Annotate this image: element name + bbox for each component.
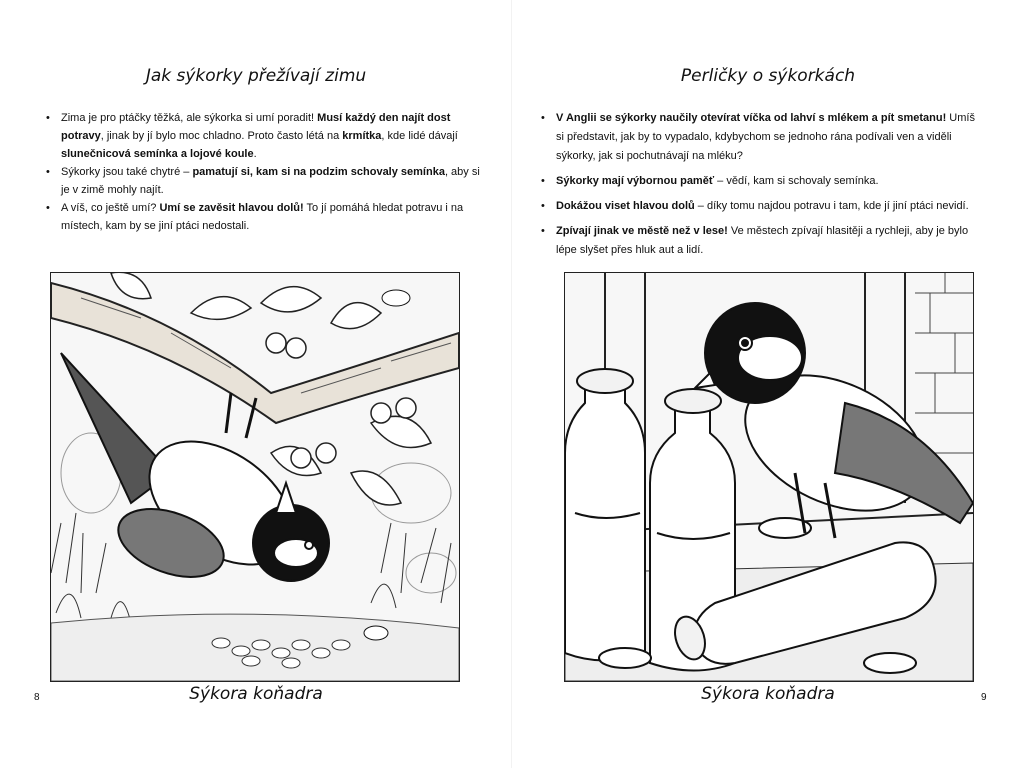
great-tit-milk-bottles-illustration	[564, 272, 974, 682]
bold-text: V Anglii se sýkorky naučily otevírat víčka od lahví s mlékem a pít smetanu!	[556, 112, 947, 124]
bullet-item	[539, 222, 983, 260]
bold-text: Zpívají jinak ve městě než v lese!	[556, 225, 728, 237]
bold-text: Sýkorky mají výbornou paměť	[556, 175, 715, 187]
text-run: Umíš si představit, jak by to vypadalo, kdybychom se jednoho rána podívali ven a viděli sýkorky, jak si pochutnávají na mléku?	[556, 112, 975, 162]
illustration-caption: Sýkora koňadra	[189, 684, 323, 704]
text-run: , jinak by jí bylo moc chladno. Proto často létá na	[100, 130, 343, 142]
bird-with-milk-bottles-icon	[565, 273, 973, 681]
text-run: , kde lidé dávají	[381, 130, 458, 142]
bird-on-branch-icon	[51, 273, 459, 681]
text-run: Sýkorky jsou také chytré –	[61, 166, 193, 178]
bullet-item	[44, 163, 484, 199]
bullet-item	[539, 172, 983, 191]
text-run: – díky tomu najdou potravu i tam, kde jí jiní ptáci nevidí.	[694, 200, 969, 212]
bullet-list	[44, 109, 484, 235]
text-run: Zima je pro ptáčky těžká, ale sýkorka si umí poradit!	[61, 112, 318, 124]
bullet-item	[44, 199, 484, 235]
bold-text: Dokážou viset hlavou dolů	[556, 200, 695, 212]
bullet-item	[44, 109, 484, 163]
text-run: To jí pomáhá hledat potravu i na místech, kam by se jiní ptáci nedostali.	[61, 202, 464, 232]
page-number: 9	[981, 692, 987, 703]
text-run: Ve městech zpívají hlasitěji a rychleji, aby je bylo lépe slyšet přes hluk aut a lidí.	[556, 225, 969, 256]
illustration-caption: Sýkora koňadra	[701, 684, 835, 704]
text-run: , aby si je v zimě mohly najít.	[61, 166, 480, 196]
bold-text: pamatují si, kam si na podzim schovaly semínka	[192, 166, 445, 178]
bullet-item	[539, 197, 983, 216]
bullet-item	[539, 109, 983, 166]
text-run: A víš, co ještě umí?	[61, 202, 160, 214]
text-run: .	[253, 148, 257, 160]
bold-text: slunečnicová semínka a lojové koule	[61, 148, 254, 160]
page-title: Perličky o sýkorkách	[680, 66, 856, 86]
bold-text: krmítka	[342, 130, 382, 142]
page-number: 8	[34, 692, 40, 703]
bullet-list	[539, 109, 983, 266]
text-run: – vědí, kam si schovaly semínka.	[714, 175, 879, 187]
great-tit-hanging-illustration	[50, 272, 460, 682]
right-page	[512, 0, 1024, 768]
page-title: Jak sýkorky přežívají zimu	[145, 66, 367, 86]
bold-text: Umí se zavěsit hlavou dolů!	[159, 202, 304, 214]
bold-text: Musí každý den najít dost potravy	[61, 112, 451, 142]
